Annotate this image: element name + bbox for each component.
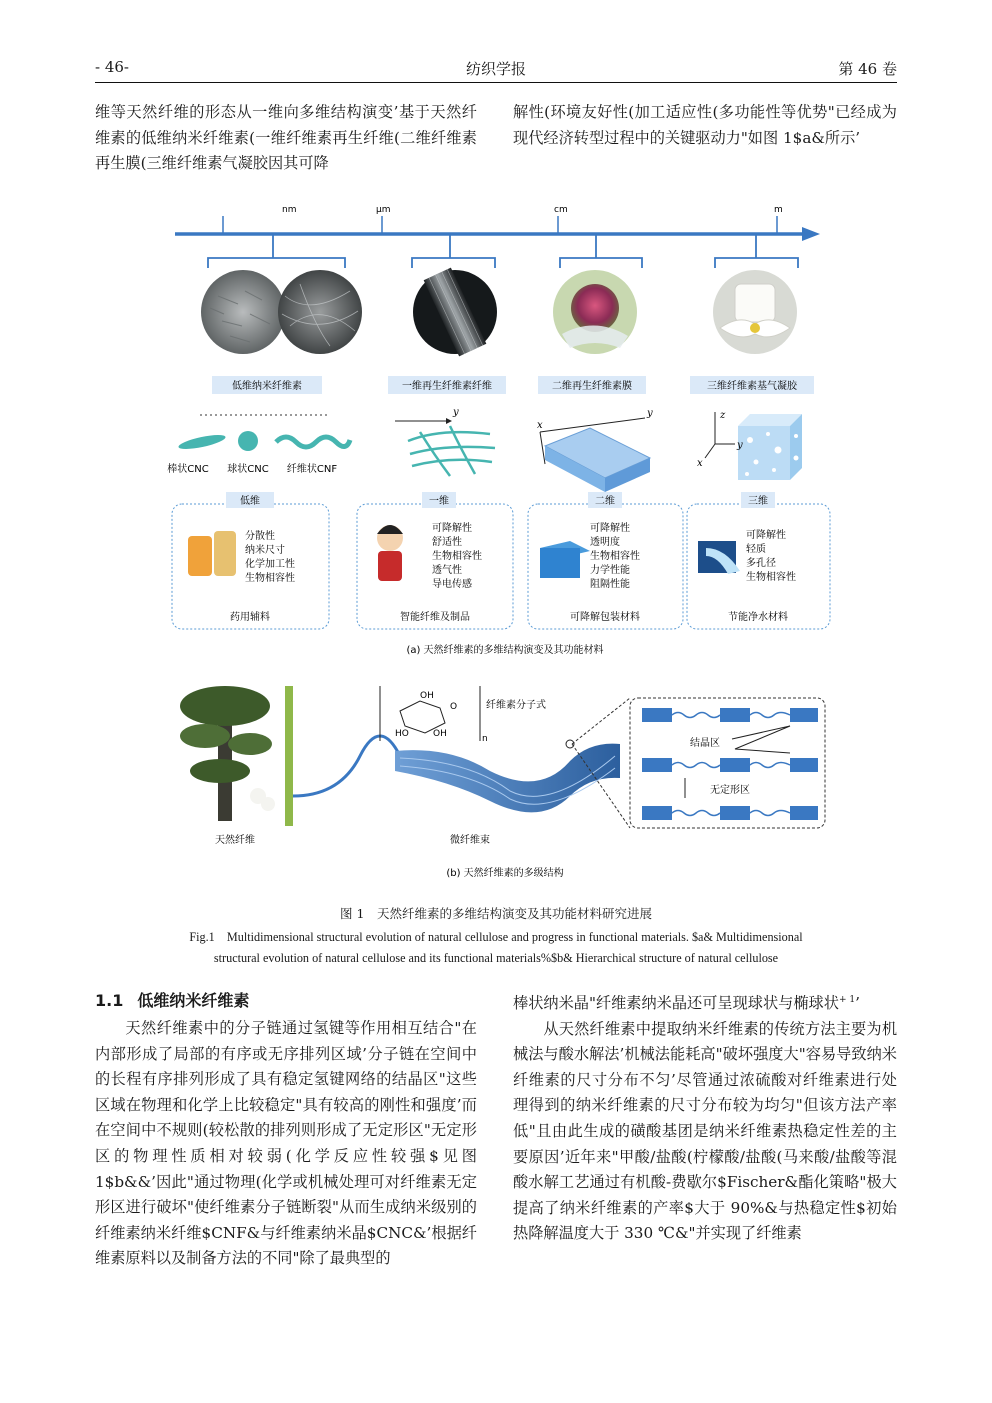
- panel-low-prop: 生物相容性: [245, 573, 295, 584]
- dim-label-low: 低维: [240, 496, 260, 507]
- figure-1: [150, 196, 850, 886]
- amorphous-region-label: 无定形区: [710, 785, 750, 796]
- axis-x-3d: x: [697, 458, 703, 469]
- bottom-left-column: [95, 1016, 477, 1272]
- molecule-label: 纤维素分子式: [486, 700, 546, 711]
- cnc-sem-image: [201, 270, 285, 354]
- film-shape: [540, 418, 650, 492]
- fiber-network-shape: [408, 426, 495, 476]
- scale-label-nm: nm: [282, 205, 297, 215]
- category-label-film: 二维再生纤维素膜: [552, 381, 632, 392]
- crystal-region-label: 结晶区: [690, 738, 720, 749]
- dim-label-1d: 一维: [429, 496, 449, 507]
- paragraph-end: ’: [855, 994, 860, 1013]
- running-header: [95, 56, 897, 83]
- scale-label-cm: cm: [554, 205, 568, 215]
- mol-n: n: [482, 734, 488, 744]
- axis-x-2d: x: [537, 420, 543, 431]
- mol-oh-bottom: OH: [433, 729, 447, 739]
- microfibril-label: 微纤维束: [450, 835, 490, 846]
- category-label-fiber: 一维再生纤维素纤维: [402, 381, 492, 392]
- panel-1d-prop: 导电传感: [432, 579, 472, 590]
- page-number: - 46-: [95, 58, 129, 76]
- scale-arrow: [175, 205, 820, 241]
- paragraph: 从天然纤维素中提取纳米纤维素的传统方法主要为机械法与酸水解法’机械法能耗高"破坏强度大"容易导致纳米纤维素的尺寸分布不匀’尽管通过浓硫酸对纤维素进行处理得到的纳米纤维素的尺寸分布较为均匀"但该方法产率低"且由此生成的磺酸基团是纳米纤维素热稳定性差的主要原因’近年来"甲酸/盐酸(柠檬酸/盐酸(马来酸/盐酸等混酸水解工艺通过有机酸-费歇尔$Fischer&酯化策略"极大提高了纳米纤维素的产率$大于 90%&与热稳定性$初始热降解温度大于 330 ℃&"并实现了纤维素: [513, 1019, 897, 1243]
- dim-label-2d: 二维: [595, 496, 615, 507]
- section-title: 低维纳米纤维素: [137, 991, 250, 1010]
- scale-label-um: μm: [376, 205, 391, 215]
- cellulose-molecule: [380, 686, 546, 744]
- panel-low-app: 药用辅料: [230, 612, 270, 623]
- panel-2d-prop: 阻隔性能: [590, 579, 630, 590]
- paragraph: [513, 988, 897, 1017]
- morph-label-sphere: 球状CNC: [227, 464, 269, 475]
- axis-y-1d: y: [453, 407, 459, 418]
- top-left-column: [95, 100, 477, 177]
- mol-ho: HO: [395, 729, 409, 739]
- axis-y-3d: y: [737, 440, 743, 451]
- panel-3d-prop: 多孔径: [746, 558, 776, 569]
- category-label-nano: 低维纳米纤维素: [232, 381, 302, 392]
- panel-2d-prop: 透明度: [590, 537, 620, 548]
- mol-oh-top: OH: [420, 691, 434, 701]
- panel-2d-prop: 力学性能: [590, 565, 630, 576]
- natural-fiber-label: 天然纤维: [215, 835, 255, 846]
- paragraph: 解性(环境友好性(加工适应性(多功能性等优势"已经成为现代经济转型过程中的关键驱动力"如图 1$a&所示’: [513, 103, 897, 147]
- panel-low-prop: 分散性: [245, 531, 275, 542]
- fibrous-cnf-shape: [276, 437, 350, 447]
- dim-label-3d: 三维: [748, 496, 768, 507]
- paragraph-text: 棒状纳米晶"纤维素纳米晶还可呈现球状与椭球状: [513, 994, 839, 1013]
- panel-2d-app: 可降解包装材料: [570, 612, 640, 623]
- paragraph: 天然纤维素中的分子链通过氢键等作用相互结合"在内部形成了局部的有序或无序排列区域’分子链在空间中的长程有序排列形成了具有稳定氢键网络的结晶区"这些区域在物理和化学上比较稳定"具有较高的刚性和强度’而在空间中不规则(较松散的排列则形成了无定形区"无定形区的物理性质相对较弱(化学反应性较强$见图 1$b&&’因此"通过物理(化学或机械处理可对纤维素无定形区进行破坏"使纤维素分子链断裂"从而生成纳米级别的纤维素纳米纤维$CNF&与纤维素纳米晶$CNC&’根据纤维素原料以及制备方法的不同"除了最典型的: [95, 1019, 477, 1268]
- mol-o: O: [450, 702, 458, 712]
- rod-cnc-shape: [177, 432, 226, 452]
- panel-low-prop: 化学加工性: [245, 559, 295, 570]
- axis-z-3d: z: [720, 410, 726, 421]
- top-right-column: [513, 100, 897, 151]
- axis-y-2d: y: [647, 408, 653, 419]
- panel-3d-prop: 可降解性: [746, 530, 786, 541]
- paragraph: 维等天然纤维的形态从一维向多维结构演变’基于天然纤维素的低维纳米纤维素(一维纤维素再生纤维(二维纤维素再生膜(三维纤维素气凝胶因其可降: [95, 103, 477, 173]
- panel-1d-prop: 可降解性: [432, 523, 472, 534]
- panel-1d-prop: 生物相容性: [432, 551, 482, 562]
- panel-3d-prop: 轻质: [746, 544, 766, 555]
- category-label-aerogel: 三维纤维素基气凝胶: [707, 381, 797, 392]
- subfigure-a-caption: (a) 天然纤维素的多维结构演变及其功能材料: [406, 645, 604, 656]
- figure-caption-en-line2: structural evolution of natural cellulose and its functional materials%$b& Hierarchical structure of natural cellulose: [213, 951, 779, 965]
- microfibril-bundle: [395, 740, 620, 812]
- figure-caption-zh: 图 1 天然纤维素的多维结构演变及其功能材料研究进展: [340, 906, 652, 921]
- citation-ref: + 1: [838, 995, 856, 1005]
- panel-2d-prop: 可降解性: [590, 523, 630, 534]
- figure-caption-en-line1: Fig.1 Multidimensional structural evolution of natural cellulose and progress in functional materials. $a& Multidimensional: [189, 930, 803, 944]
- panel-3d-prop: 生物相容性: [746, 572, 796, 583]
- section-heading: [95, 988, 249, 1011]
- panel-low-prop: 纳米尺寸: [245, 545, 285, 556]
- cnf-sem-image: [278, 270, 362, 354]
- panel-1d-prop: 透气性: [432, 565, 462, 576]
- scale-brackets: [208, 234, 798, 268]
- morph-label-rod: 棒状CNC: [167, 464, 209, 475]
- volume-label: 第 46 卷: [838, 60, 897, 78]
- panel-1d-app: 智能纤维及制品: [400, 612, 470, 623]
- section-number: 1.1: [95, 991, 124, 1010]
- scale-label-m: m: [774, 205, 783, 215]
- panel-3d-app: 节能净水材料: [728, 612, 788, 623]
- panel-2d-prop: 生物相容性: [590, 551, 640, 562]
- bottom-right-column: [513, 988, 897, 1247]
- sphere-cnc-shape: [238, 431, 258, 451]
- aerogel-cube-shape: [738, 414, 802, 480]
- tree-illustration: [180, 686, 293, 826]
- panel-1d-prop: 舒适性: [432, 537, 462, 548]
- subfigure-b-caption: (b) 天然纤维素的多级结构: [446, 868, 564, 879]
- journal-name: 纺织学报: [465, 60, 526, 78]
- morph-label-fibrous: 纤维状CNF: [286, 464, 338, 475]
